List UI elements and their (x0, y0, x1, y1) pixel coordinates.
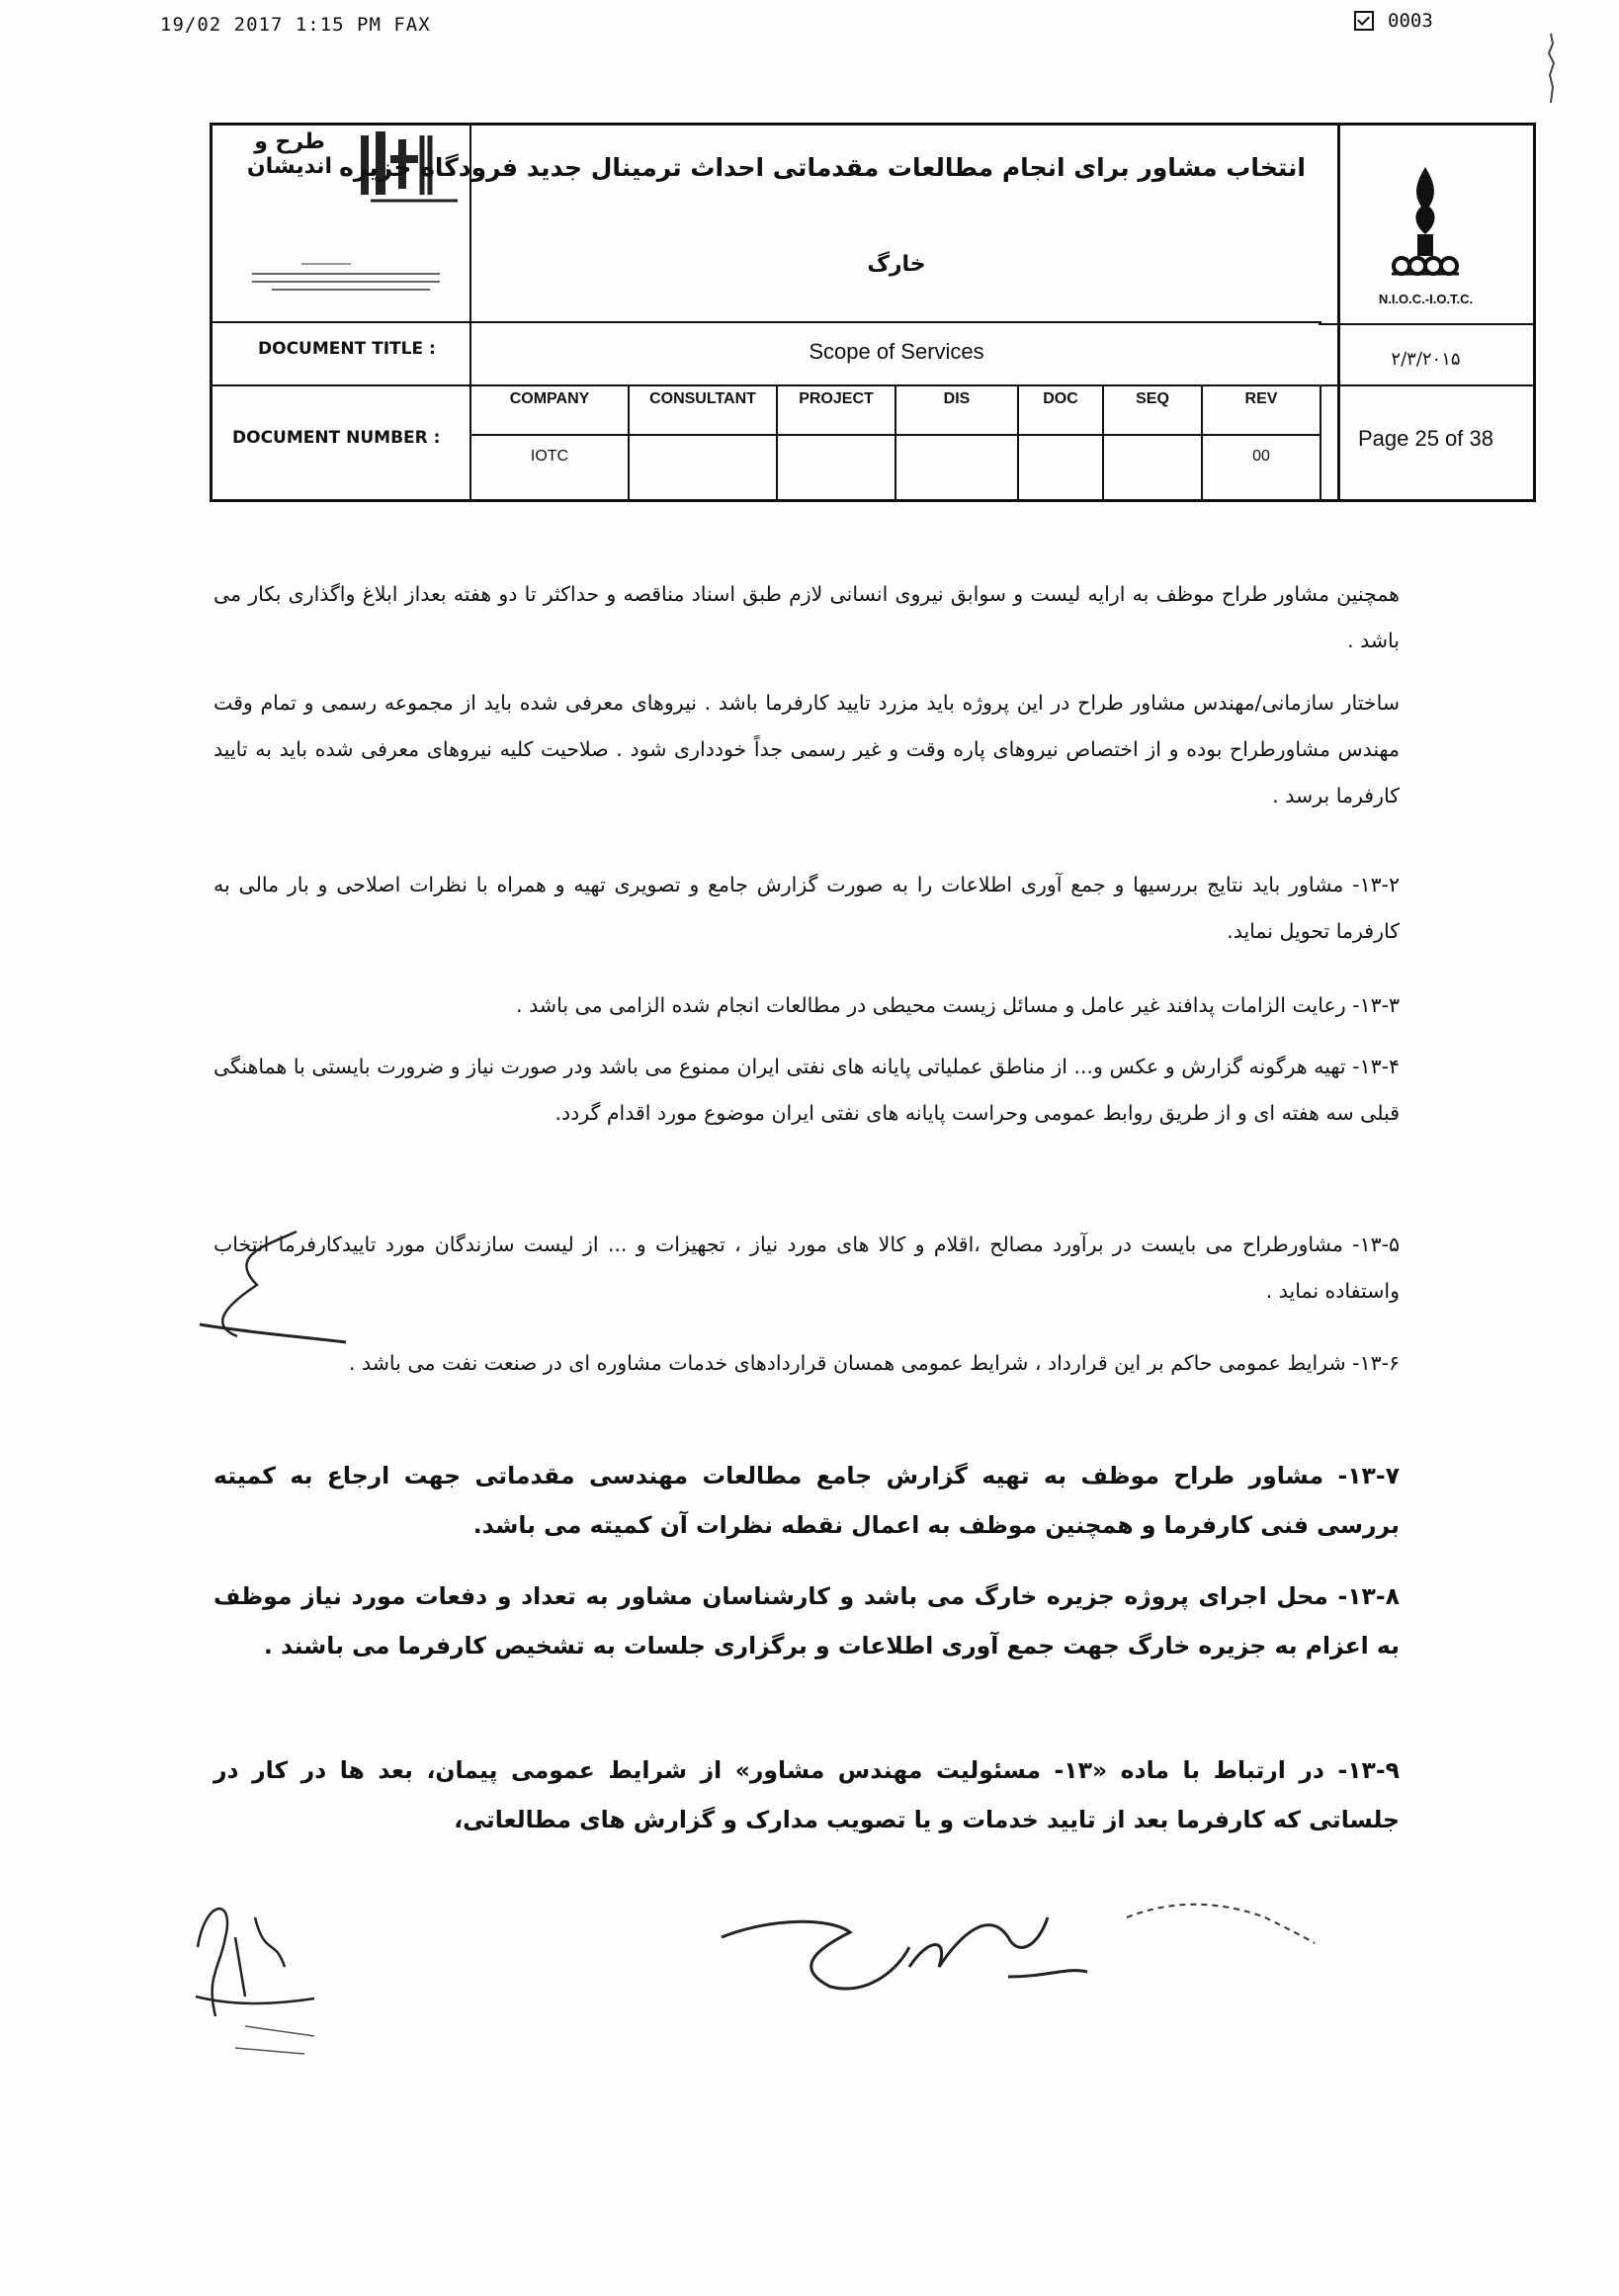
consultant-logo-text: طرح و اندیشان (246, 129, 333, 179)
page-indicator: Page 25 of 38 (1357, 426, 1493, 451)
fax-page-number (1354, 10, 1433, 32)
code-label: REV (1244, 390, 1278, 407)
code-label: DIS (943, 390, 971, 407)
code-col-doc (1019, 386, 1104, 501)
code-label: CONSULTANT (649, 390, 756, 407)
document-header-table (210, 123, 1340, 502)
code-col-dis (896, 386, 1019, 501)
doc-title-value: Scope of Services (471, 323, 1321, 386)
paragraph-13-1: ساختار سازمانی/مهندس مشاور طراح در این پروژه باید مزرد تایید کارفرما باشد . نیروهای معرفی شده باید از مجموعه رسمی و تمام وقت مهندس مشاورطراح بوده و از اختصاص نیروهای پاره وقت و غیر رسمی جداً خودداری شود . صلاحیت کلیه نیروهای معرفی شده باید به تایید کارفرما برسد . (213, 691, 1400, 808)
code-label: DOC (1043, 390, 1078, 407)
paragraph-13-8: ۱۳-۸- محل اجرای پروژه جزیره خارگ می باشد و کارشناسان مشاور به تعداد و دفعات مورد نیاز موظف به اعزام به جزیره خارگ جهت جمع آوری اطلاعات و برگزاری جلسات به تشخیص کارفرما می باشند . (213, 1582, 1400, 1659)
code-col-project (778, 386, 896, 501)
paragraph-13-5: ۱۳-۵- مشاورطراح می بایست در برآورد مصالح ،اقلام و کالا های مورد نیاز ، تجهیزات و ... از لیست سازندگان مورد تاییدکارفرما انتخاب واستفاده نماید . (213, 1233, 1400, 1303)
paragraph-13-6: ۱۳-۶- شرایط عمومی حاکم بر این قرارداد ، شرایط عمومی همسان قراردادهای خدمات مشاوره ای در صنعت نفت می باشد . (348, 1351, 1400, 1375)
doc-number-label: DOCUMENT NUMBER : (213, 386, 471, 501)
fax-page-label: 0003 (1388, 10, 1433, 32)
company-block (1319, 123, 1536, 502)
signature-left (176, 1878, 354, 2076)
code-col-company (471, 386, 630, 501)
signature-center (712, 1878, 1324, 2016)
margin-mark (1537, 30, 1567, 109)
paragraph-0: همچنین مشاور طراح موظف به ارایه لیست و سوابق نیروی انسانی لازم طبق اسناد مناقصه و حداکثر تا دو هفته بعداز ابلاغ واگذاری بکار می باشد . (213, 582, 1400, 652)
code-value: IOTC (530, 448, 569, 465)
paragraph-13-7: ۱۳-۷- مشاور طراح موظف به تهیه گزارش جامع مطالعات مهندسی مقدماتی جهت ارجاع به کمیته بررسی فنی کارفرما و همچنین موظف به اعمال نقطه نظرات آن کمیته می باشد. (213, 1462, 1400, 1539)
company-logo-cell (1319, 126, 1533, 325)
title-cell (339, 126, 1321, 323)
fax-header: 19/02 2017 1:15 PM FAX (160, 14, 431, 36)
code-label: SEQ (1136, 390, 1169, 407)
annotation-arrow (198, 1315, 356, 1354)
paragraph-13-2: ۱۳-۲- مشاور باید نتایج بررسیها و جمع آوری اطلاعات را به صورت گزارش جامع و تصویری تهیه و همراه با نظرات اصلاحی و بار مالی به کارفرما تحویل نماید. (213, 873, 1400, 943)
document-title-fa-line2: خارگ (867, 252, 926, 277)
checkbox-icon (1354, 11, 1374, 31)
paragraph-13-9: ۱۳-۹- در ارتباط با ماده «۱۳- مسئولیت مهندس مشاور» از شرایط عمومی پیمان، بعد ها در کار در جلساتی که کارفرما بعد از تایید خدمات و یا تصویب مدارک و گزارش های مطالعاتی، (213, 1756, 1400, 1833)
document-date: ۲/۳/۲۰۱۵ (1319, 323, 1533, 386)
paragraph-13-3: ۱۳-۳- رعایت الزامات پدافند غیر عامل و مسائل زیست محیطی در مطالعات انجام شده الزامی می باشد . (516, 993, 1400, 1017)
code-label: PROJECT (799, 390, 874, 407)
code-col-consultant (630, 386, 778, 501)
paragraph-13-4: ۱۳-۴- تهیه هرگونه گزارش و عکس و... از مناطق عملیاتی پایانه های نفتی ایران ممنوع می باشد ودر صورت نیاز و ضرورت بایستی با هماهنگی قبلی سه هفته ای و از طریق روابط عمومی وحراست پایانه های نفتی ایران موضوع مورد اقدام گردد. (213, 1055, 1400, 1125)
document-number-grid (471, 386, 1321, 501)
code-label: COMPANY (509, 390, 590, 407)
code-col-rev (1203, 386, 1321, 501)
document-title-fa: انتخاب مشاور برای انجام مطالعات مقدماتی احداث ترمینال جدید فرودگاه جزیره (339, 153, 1306, 182)
company-logo-text: N.I.O.C.-I.O.T.C. (1378, 292, 1474, 306)
doc-title-label: DOCUMENT TITLE : (213, 323, 471, 386)
code-value: 00 (1252, 448, 1270, 465)
code-col-seq (1104, 386, 1203, 501)
